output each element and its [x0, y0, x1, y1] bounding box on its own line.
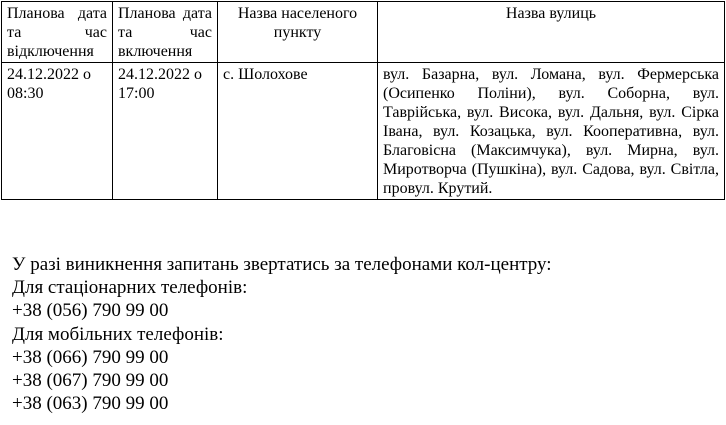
streets-cell: вул. Базарна, вул. Ломана, вул. Фермерська (Осипенко Поліни), вул. Соборна, вул. Таврійська, вул. Висока, вул. Дальня, вул. Сірка Івана, вул. Козацька, вул. Кооперативна, вул. Благовісна (Максимчука), вул. Мирна, вул. Миротворча (Пушкіна), вул. Садова, вул. Світла, провул. Крутий.: [378, 63, 725, 200]
mobile-phone: +38 (067) 790 99 00: [12, 370, 169, 392]
contact-info: [12, 253, 552, 415]
mobile-phone: +38 (063) 790 99 00: [12, 393, 169, 415]
table-header-row: [2, 2, 725, 63]
landline-phone: +38 (056) 790 99 00: [12, 300, 169, 322]
header-streets: Назва вулиць: [378, 2, 725, 63]
outage-schedule-table: [1, 1, 725, 200]
landline-label: Для стаціонарних телефонів:: [12, 277, 248, 299]
off-datetime-cell: 24.12.2022 о 08:30: [2, 63, 113, 200]
mobile-label: Для мобільних телефонів:: [12, 323, 224, 345]
on-datetime-cell: 24.12.2022 о 17:00: [113, 63, 218, 200]
mobile-phone: +38 (066) 790 99 00: [12, 346, 169, 368]
table-row: [2, 63, 725, 200]
settlement-cell: с. Шолохове: [218, 63, 378, 200]
header-settlement: Назва населеного пункту: [218, 2, 378, 63]
contact-intro: У разі виникнення запитань звертатись за телефонами кол-центру:: [12, 254, 552, 275]
header-off-datetime: Планова дата та час відключення: [2, 2, 113, 63]
header-on-datetime: Планова дата та час включення: [113, 2, 218, 63]
